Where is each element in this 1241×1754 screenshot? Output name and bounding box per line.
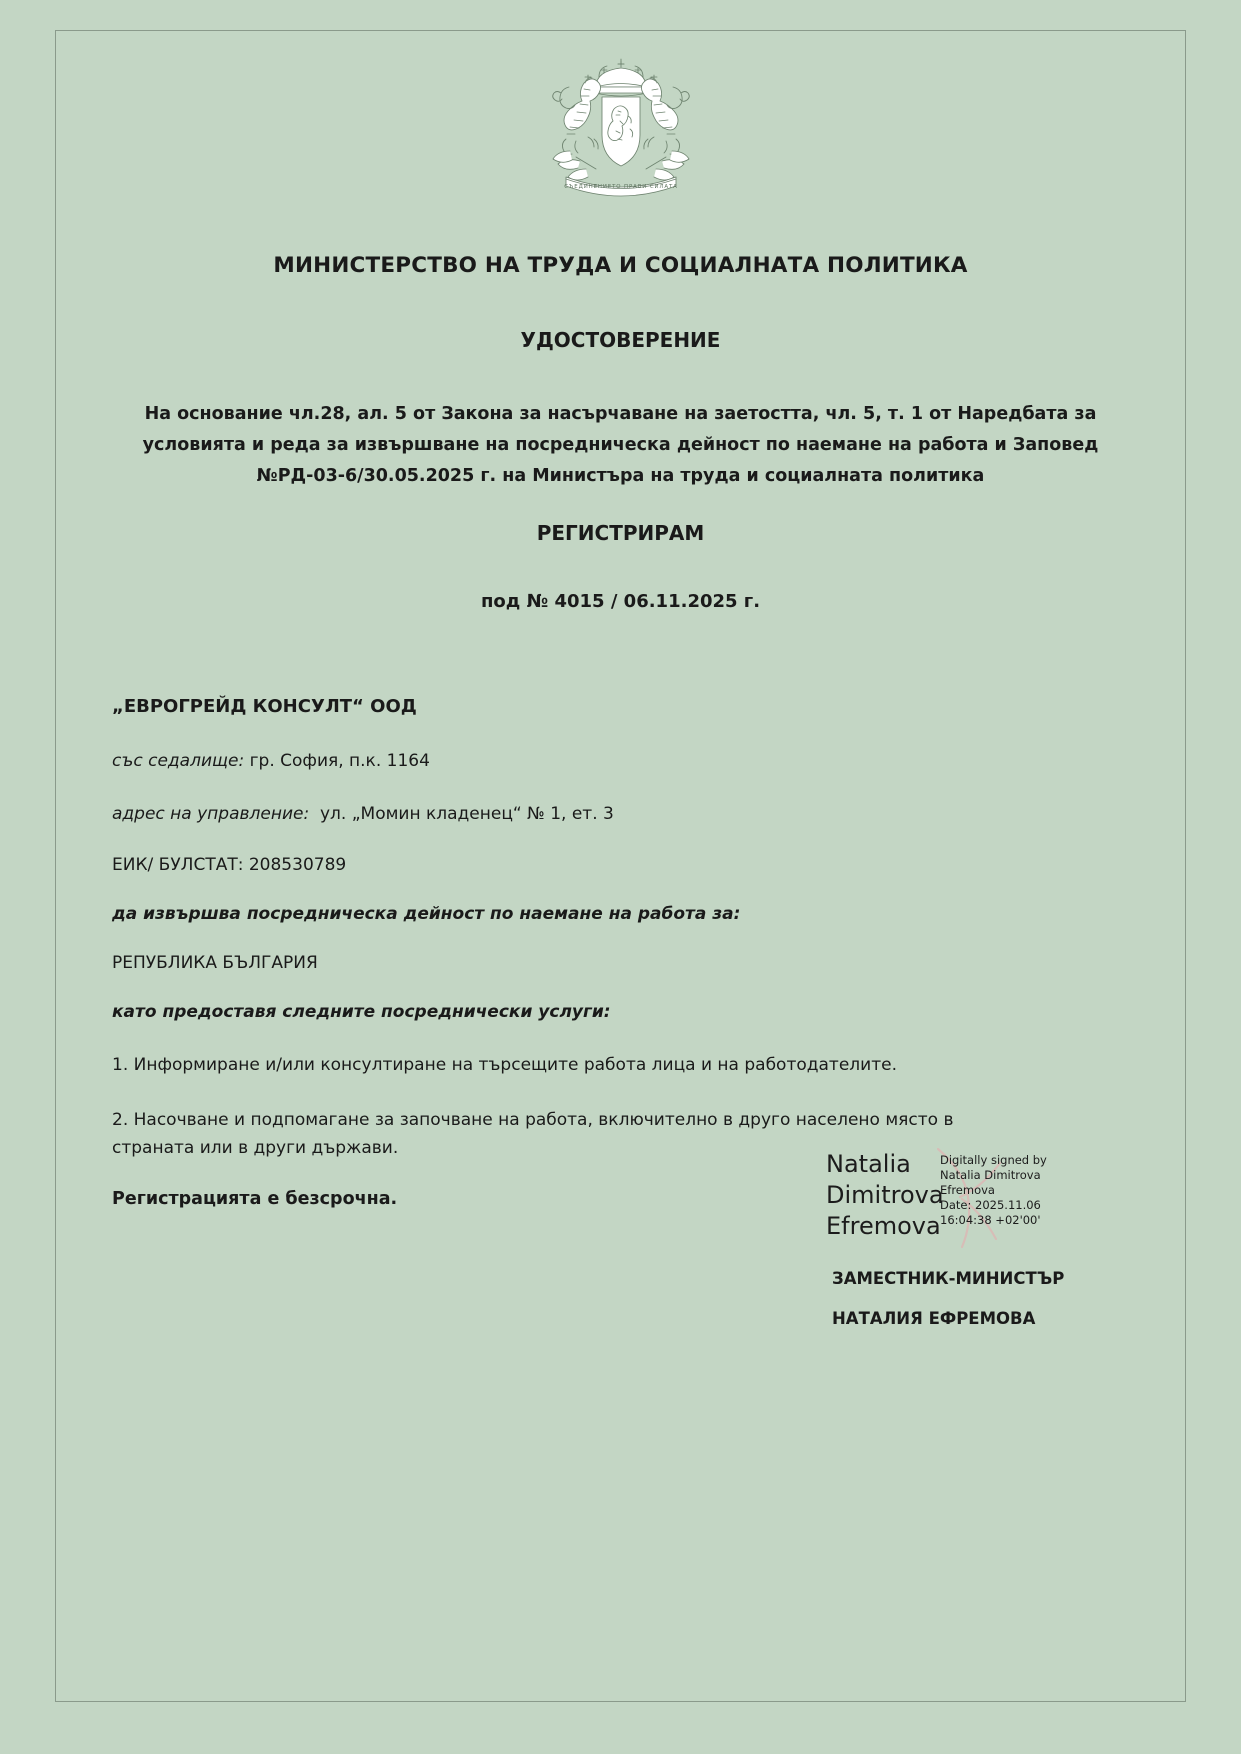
company-details-block <box>112 696 1112 1209</box>
company-address-row <box>112 802 1112 826</box>
signature-meta-line: Digitally signed by <box>940 1153 1047 1167</box>
signature-name-line: Natalia <box>826 1150 911 1178</box>
register-heading: РЕГИСТРИРАМ <box>536 521 705 545</box>
company-seat-row <box>112 749 1112 773</box>
signature-name-line: Dimitrova <box>826 1181 944 1209</box>
company-address-value: ул. „Момин кладенец“ № 1, ет. 3 <box>320 804 614 824</box>
legal-basis-paragraph: На основание чл.28, ал. 5 от Закона за насърчаване на заетостта, чл. 5, т. 1 от Наредбата за условията и реда за извършване на посредническа дейност по наемане на работа и Заповед №РД-03-6/30.05.2025 г. на Министъра на труда и социалната политика <box>142 404 1099 486</box>
company-name: „ЕВРОГРЕЙД КОНСУЛТ“ ООД <box>112 696 417 717</box>
ministry-title: МИНИСТЕРСТВО НА ТРУДА И СОЦИАЛНАТА ПОЛИТИКА <box>273 253 968 278</box>
activity-scope-value: РЕПУБЛИКА БЪЛГАРИЯ <box>112 953 318 973</box>
signer-title: ЗАМЕСТНИК-МИНИСТЪР <box>832 1269 1065 1288</box>
signature-meta-line: 16:04:38 +02'00' <box>940 1213 1041 1227</box>
activity-scope-heading: да извършва посредническа дейност по наемане на работа за: <box>112 904 741 924</box>
coat-of-arms-of-bulgaria-icon <box>536 53 706 198</box>
company-seat-label: със седалище: <box>112 751 245 771</box>
signature-meta-line: Natalia Dimitrova <box>940 1168 1041 1182</box>
signer-name: НАТАЛИЯ ЕФРЕМОВА <box>832 1309 1036 1328</box>
digital-signature-block <box>826 1141 1156 1256</box>
company-address-label: адрес на управление: <box>112 804 310 824</box>
signature-metadata <box>940 1153 1080 1228</box>
company-seat-value: гр. София, п.к. 1164 <box>249 751 430 771</box>
service-item: 2. Насочване и подпомагане за започване на работа, включително в друго населено място в страната или в други държави. <box>112 1110 954 1158</box>
service-item: 1. Информиране и/или консултиране на търсещите работа лица и на работодателите. <box>112 1055 897 1075</box>
svg-text:СЪЕДИНЕНИЕТО ПРАВИ СИЛАТА: СЪЕДИНЕНИЕТО ПРАВИ СИЛАТА <box>563 184 678 190</box>
signature-meta-line: Efremova <box>940 1183 995 1197</box>
document-type-heading: УДОСТОВЕРЕНИЕ <box>520 328 721 352</box>
company-eik-line: ЕИК/ БУЛСТАТ: 208530789 <box>112 855 347 875</box>
page-content <box>56 31 1185 1701</box>
signature-name-line: Efremova <box>826 1212 941 1240</box>
emblem-container <box>56 53 1185 198</box>
services-heading: като предоставя следните посреднически услуги: <box>112 1002 611 1022</box>
signature-meta-line: Date: 2025.11.06 <box>940 1198 1041 1212</box>
perpetual-registration-note: Регистрацията е безсрочна. <box>112 1189 398 1209</box>
registration-number: под № 4015 / 06.11.2025 г. <box>480 591 761 612</box>
signature-name <box>826 1149 944 1242</box>
